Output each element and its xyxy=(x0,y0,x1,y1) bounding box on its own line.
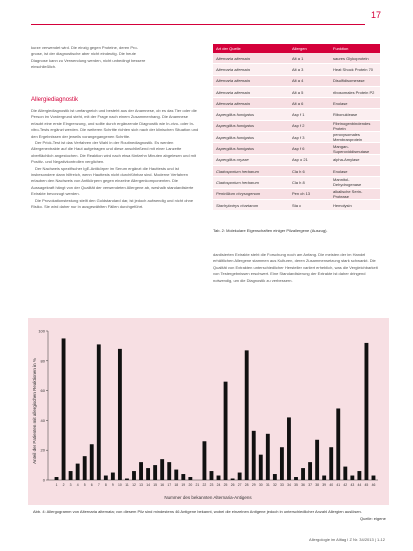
x-tick-label: 17 xyxy=(167,483,172,487)
figure-credit: Quelle: eigene xyxy=(360,516,386,521)
table-header: Art der Quelle xyxy=(213,44,289,53)
x-tick-label: 15 xyxy=(153,483,158,487)
x-tick-label: 26 xyxy=(230,483,235,487)
table-cell-allergen: Asp o 21 xyxy=(289,154,330,165)
table-cell-source: Alternaria alternata xyxy=(213,53,289,64)
bar xyxy=(308,462,312,480)
x-tick-label: 29 xyxy=(251,483,256,487)
table-cell-allergen: Asp f 2 xyxy=(289,120,330,131)
bar xyxy=(203,441,207,480)
x-tick-label: 24 xyxy=(216,483,221,487)
x-tick-label: 23 xyxy=(209,483,214,487)
x-tick-label: 16 xyxy=(160,483,165,487)
paragraph: dardisierten Extrakte steht die Forschung noch am Anfang. Die meisten der im Handel erhältlichen Allergene stammen aus Kulturen, deren Zusammensetzung stark schwankt. Die Qualität von Extrakten unterschiedlicher Hersteller variiert erheblich, was die Vergleichbarkeit von Testergebnissen erschwert. Eine Standardisierung der Extrakte ist daher dringend notwendig, um die Diagnostik zu verbessern. xyxy=(213,252,378,283)
x-tick-label: 9 xyxy=(111,483,114,487)
table-cell-source: Cladosporium herbarum xyxy=(213,177,289,188)
x-tick-label: 18 xyxy=(174,483,179,487)
bar xyxy=(301,468,305,480)
table-row xyxy=(213,132,380,143)
x-tick-label: 30 xyxy=(258,483,263,487)
bar xyxy=(259,455,263,480)
table-cell-source: Aspergillus fumigatus xyxy=(213,120,289,131)
bar xyxy=(83,456,87,480)
bar xyxy=(273,474,277,480)
table-row xyxy=(213,64,380,75)
table-cell-allergen: Sta c xyxy=(289,199,330,210)
table-row xyxy=(213,165,380,176)
section-title: Allergiediagnostik xyxy=(31,97,79,103)
table-cell-source: Aspergillus fumigatus xyxy=(213,132,289,143)
x-tick-label: 22 xyxy=(202,483,207,487)
table-cell-function: Disulfidisomerase xyxy=(330,75,380,86)
table-row xyxy=(213,154,380,165)
x-tick-label: 14 xyxy=(146,483,150,487)
bar xyxy=(153,465,157,480)
bar xyxy=(132,471,136,480)
x-tick-label: 42 xyxy=(343,483,348,487)
x-tick-label: 41 xyxy=(336,483,341,487)
x-tick-label: 21 xyxy=(195,483,200,487)
y-tick-label: 60 xyxy=(40,388,45,394)
bar xyxy=(280,447,284,480)
x-tick-label: 1 xyxy=(55,483,58,487)
x-tick-label: 46 xyxy=(371,483,376,487)
bar xyxy=(315,440,319,480)
y-tick-label: 0 xyxy=(42,477,45,483)
table-row xyxy=(213,109,380,120)
table-row xyxy=(213,143,380,154)
bar xyxy=(160,459,164,480)
table-cell-allergen: Asp f 6 xyxy=(289,143,330,154)
bar xyxy=(62,338,66,480)
x-axis-label: Nummer des bekannten Alternaria-Antigens xyxy=(164,495,252,500)
bar xyxy=(217,476,221,480)
bar xyxy=(174,470,178,480)
bar xyxy=(210,471,214,480)
x-tick-label: 20 xyxy=(188,483,193,487)
text-line: Diagnose kann zu Verwendung werden, nicht unbedingt bessere xyxy=(31,57,146,63)
bar xyxy=(139,462,143,480)
paragraph: Der Prick-Test ist das Verfahren der Wahl in der Routinediagnostik. Es werden Allergenextrakte auf die Haut aufgetragen und diese anschließend mit einer Lanzette oberflächlich angestochen. Die Reaktion wird nach etwa fünfzehn Minuten abgelesen und mit Positiv- und Negativkontrollen verglichen. xyxy=(31,140,196,165)
x-tick-label: 32 xyxy=(272,483,277,487)
table-cell-allergen: Alt a 1 xyxy=(289,53,330,64)
x-tick-label: 7 xyxy=(97,483,100,487)
table-cell-function: Enolase xyxy=(330,165,380,176)
bar xyxy=(118,349,122,480)
y-axis-label: Anteil der Patienten mit allergischen Reaktionen in % xyxy=(32,358,37,464)
text-line: einschließlich. xyxy=(31,64,57,70)
bar xyxy=(104,476,108,480)
y-tick-label: 80 xyxy=(40,358,45,364)
x-tick-label: 28 xyxy=(244,483,249,487)
table-header: Allergen xyxy=(289,44,330,53)
table-cell-source: Alternaria alternata xyxy=(213,64,289,75)
x-tick-label: 34 xyxy=(287,483,291,487)
column-left-body xyxy=(31,108,201,306)
x-tick-label: 4 xyxy=(76,483,79,487)
table-cell-source: Alternaria alternata xyxy=(213,98,289,109)
x-tick-label: 11 xyxy=(125,483,129,487)
table-cell-function: ribosomales Protein P2 xyxy=(330,86,380,97)
table-cell-source: Aspergillus oryzae xyxy=(213,154,289,165)
table-caption: Tab. 2: Molekulare Eigenschaften einiger Pilzallergene (Auszug). xyxy=(213,228,328,233)
table-cell-function: peroxysomales Membranprotein xyxy=(330,132,380,143)
bar xyxy=(69,471,73,480)
figure-caption: Abb. 4: Allergogramm von Alternaria alternata; von diesem Pilz sind mindestens 46 Antigene bekannt, wobei die einzelnen Antigene jedoch in unterschiedlicher Anzahl Allergien auslösen. xyxy=(33,509,362,514)
y-tick-label: 100 xyxy=(38,328,45,334)
bar xyxy=(181,474,185,480)
table-row xyxy=(213,120,380,131)
table-cell-allergen: Alt a 6 xyxy=(289,98,330,109)
bar xyxy=(111,473,115,480)
x-tick-label: 37 xyxy=(308,483,312,487)
x-tick-label: 45 xyxy=(364,483,369,487)
column-left-intro xyxy=(31,45,201,71)
table-cell-source: Alternaria alternata xyxy=(213,86,289,97)
table-header-row xyxy=(213,44,380,53)
paragraph: Die Provokationstestung stellt den Goldstandard dar, ist jedoch aufwendig und nicht ohne Risiko. Sie wird daher nur in ausgewählten Fällen durchgeführt. xyxy=(31,197,194,210)
table-cell-function: alpha-Amylase xyxy=(330,154,380,165)
bar xyxy=(365,343,369,480)
table-cell-function: alkalische Serin-Protease xyxy=(330,188,380,199)
table-row xyxy=(213,75,380,86)
table-cell-allergen: Asp f 1 xyxy=(289,109,330,120)
x-tick-label: 39 xyxy=(322,483,327,487)
table-row xyxy=(213,177,380,188)
table-cell-allergen: Alt a 4 xyxy=(289,75,330,86)
table-cell-allergen: Asp f 3 xyxy=(289,132,330,143)
x-tick-label: 38 xyxy=(315,483,320,487)
x-tick-label: 31 xyxy=(265,483,270,487)
x-tick-label: 40 xyxy=(329,483,334,487)
table-row xyxy=(213,53,380,64)
bar xyxy=(125,479,129,480)
x-tick-label: 10 xyxy=(118,483,122,487)
paragraph: Die Allergiediagnostik ist umfangreich und besteht aus der Anamnese, ob es das Tier oder die Person im Vordergrund steht, mit der Frage nach einem Zusammenhang. Die Anamnese erlaubt eine erste Eingrenzung, und sollte durch ergänzende Diagnostik wie In-vivo- oder In-vitro-Tests ergänzt werden. Die weiteren Schritte richten sich nach der klinischen Situation und den Ergebnissen der jeweils vorangegangenen Schritte. xyxy=(31,108,199,139)
bar xyxy=(294,477,298,480)
header-rule xyxy=(31,24,365,25)
table-cell-allergen: Alt a 5 xyxy=(289,86,330,97)
bar xyxy=(55,477,59,480)
bar xyxy=(238,473,242,480)
table-cell-function: Heat Shock Protein 70 xyxy=(330,64,380,75)
x-tick-label: 27 xyxy=(237,483,242,487)
bar xyxy=(266,434,270,480)
bar xyxy=(372,476,376,480)
bar xyxy=(231,479,235,480)
table-cell-function: Fibrinogenbindendes Protein xyxy=(330,120,380,131)
table-cell-function: saures Glykoprotein xyxy=(330,53,380,64)
bar xyxy=(167,462,171,480)
bar xyxy=(224,382,228,480)
table-row xyxy=(213,98,380,109)
table-cell-source: Aspergillus fumigatus xyxy=(213,143,289,154)
table-cell-function: Mannitol-Dehydrogenase xyxy=(330,177,380,188)
bar xyxy=(146,468,150,480)
x-tick-label: 13 xyxy=(139,483,143,487)
bar xyxy=(90,444,94,480)
column-right-body xyxy=(213,252,385,306)
x-tick-label: 12 xyxy=(132,483,136,487)
table-cell-function: Ribonuklease xyxy=(330,109,380,120)
table-cell-allergen: Cla h 8 xyxy=(289,177,330,188)
page-footer: Allergologie im Alltag I Z Nr. 34/2013 | 1-12 xyxy=(309,537,385,542)
allergen-table xyxy=(213,44,380,211)
bar xyxy=(322,476,326,480)
y-tick-label: 40 xyxy=(40,417,45,423)
x-tick-label: 8 xyxy=(104,483,107,487)
table-cell-source: Cladosporium herbarum xyxy=(213,165,289,176)
x-tick-label: 33 xyxy=(280,483,284,487)
table-cell-source: Stachybotrys chartarum xyxy=(213,199,289,210)
x-tick-label: 2 xyxy=(62,483,65,487)
bar xyxy=(287,417,291,480)
x-tick-label: 44 xyxy=(357,483,362,487)
bar xyxy=(76,464,80,480)
x-tick-label: 3 xyxy=(69,483,72,487)
x-tick-label: 36 xyxy=(301,483,305,487)
table-cell-source: Penicillium chrysogenum xyxy=(213,188,289,199)
table-cell-source: Alternaria alternata xyxy=(213,75,289,86)
paragraph: Der Nachweis spezifischer IgE-Antikörper im Serum ergänzt die Hauttests und ist insbesondere dann hilfreich, wenn Hauttests nicht durchführbar sind. Moderne Verfahren erlauben den Nachweis von Antikörpern gegen einzelne Allergenkomponenten. Die Aussagekraft hängt von der Qualität der verwendeten Allergene ab, weshalb standardisierte Extrakte bevorzugt werden. xyxy=(31,165,194,197)
bar xyxy=(336,408,340,480)
bar xyxy=(343,467,347,480)
x-tick-label: 43 xyxy=(350,483,355,487)
bar xyxy=(350,476,354,480)
table-row xyxy=(213,199,380,210)
bar xyxy=(97,344,101,480)
bar xyxy=(329,447,333,480)
bar-chart xyxy=(28,318,389,505)
table-cell-function: Mangan-Superoxiddismutase xyxy=(330,143,380,154)
bar xyxy=(245,350,249,480)
table-row xyxy=(213,188,380,199)
table-cell-allergen: Alt a 3 xyxy=(289,64,330,75)
text-line: kurze verwendet wird. Die einzig gegen Proteine, deren Pro- xyxy=(31,45,138,50)
x-tick-label: 25 xyxy=(223,483,228,487)
x-tick-label: 35 xyxy=(294,483,298,487)
bar xyxy=(188,477,192,480)
bar xyxy=(357,471,361,480)
x-tick-label: 5 xyxy=(83,483,86,487)
page-number: 17 xyxy=(370,10,381,20)
y-tick-label: 20 xyxy=(40,447,45,453)
table-row xyxy=(213,86,380,97)
table-header: Funktion xyxy=(330,44,380,53)
table-cell-allergen: Pen ch 13 xyxy=(289,188,330,199)
x-tick-label: 6 xyxy=(90,483,93,487)
table-cell-source: Aspergillus fumigatus xyxy=(213,109,289,120)
bar xyxy=(252,431,256,480)
text-line: gnose, ist der diagnostische aber nicht eindeutig. Die heute xyxy=(31,51,136,57)
table-cell-function: Hemolysin xyxy=(330,199,380,210)
table-cell-allergen: Cla h 6 xyxy=(289,165,330,176)
x-tick-label: 19 xyxy=(181,483,186,487)
table-cell-function: Enolase xyxy=(330,98,380,109)
